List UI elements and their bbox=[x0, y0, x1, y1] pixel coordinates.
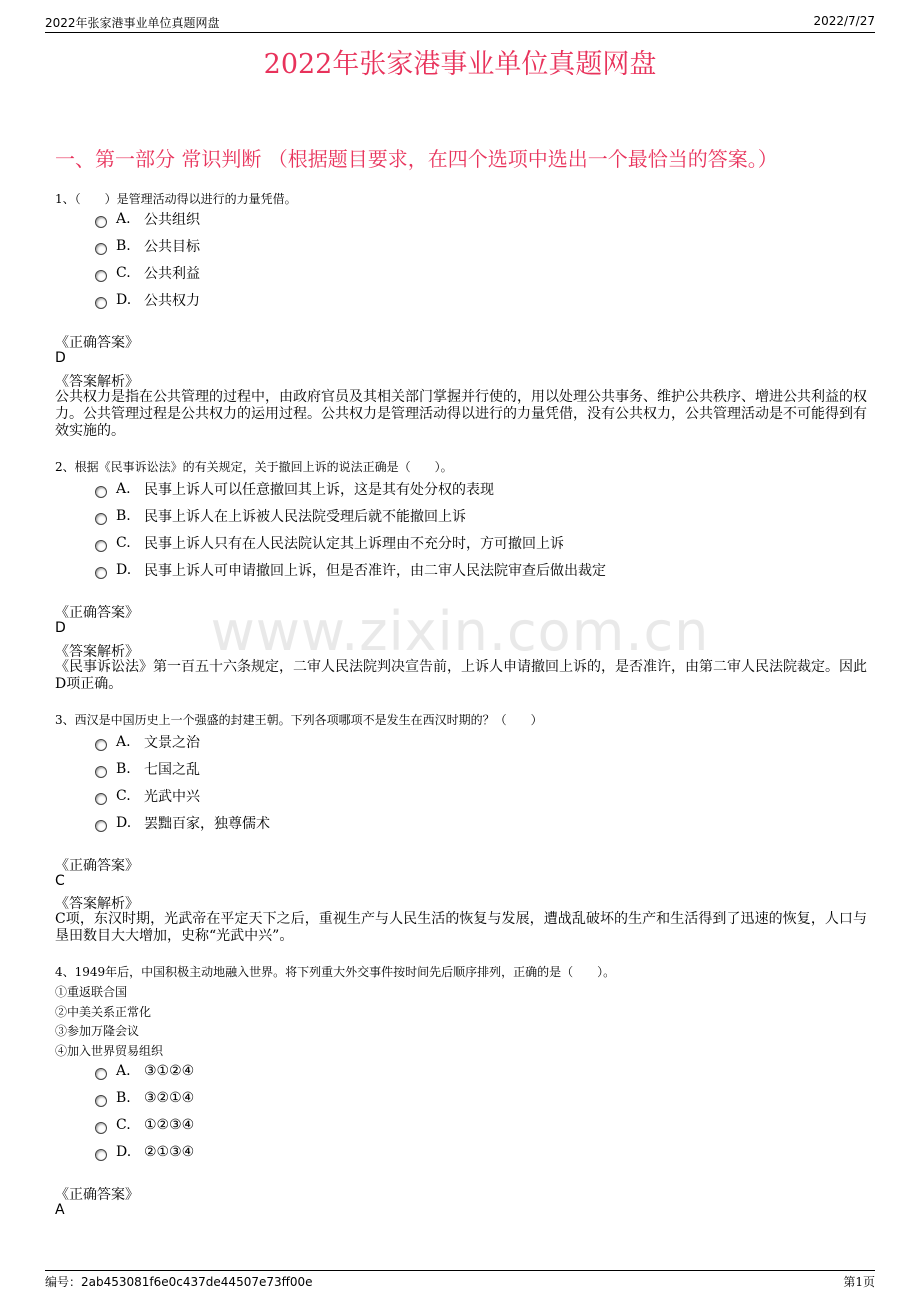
radio-icon[interactable] bbox=[95, 1122, 107, 1134]
correct-answer-label: 《正确答案》 bbox=[55, 858, 139, 874]
option-text: 文景之治 bbox=[144, 735, 200, 751]
question-1-option-d[interactable] bbox=[95, 289, 200, 311]
option-letter: C. bbox=[116, 788, 131, 804]
radio-icon[interactable] bbox=[95, 513, 107, 525]
question-3-stem: 3、西汉是中国历史上一个强盛的封建王朝。下列各项哪项不是发生在西汉时期的？（ ） bbox=[55, 713, 543, 727]
option-text: ③①②④ bbox=[144, 1063, 195, 1079]
radio-icon[interactable] bbox=[95, 567, 107, 579]
question-4-item: ④加入世界贸易组织 bbox=[55, 1044, 164, 1058]
option-text: 罢黜百家，独尊儒术 bbox=[144, 816, 270, 832]
option-letter: D. bbox=[116, 815, 132, 831]
option-text: 民事上诉人在上诉被人民法院受理后就不能撤回上诉 bbox=[144, 509, 466, 525]
question-2-stem: 2、根据《民事诉讼法》的有关规定，关于撤回上诉的说法正确是（ ）。 bbox=[55, 460, 453, 474]
option-letter: A. bbox=[116, 734, 131, 750]
radio-icon[interactable] bbox=[95, 820, 107, 832]
question-1-analysis: 公共权力是指在公共管理的过程中，由政府官员及其相关部门掌握并行使的，用以处理公共事务、维护公共秩序、增进公共利益的权力。公共管理过程是公共权力的运用过程。公共权力是管理活动得以进行的力量凭借，没有公共权力，公共管理活动是不可能得到有效实施的。 bbox=[55, 389, 867, 439]
option-letter: A. bbox=[116, 211, 131, 227]
question-2-analysis: 《民事诉讼法》第一百五十六条规定，二审人民法院判决宣告前，上诉人申请撤回上诉的，是否准许，由第二审人民法院裁定。因此D项正确。 bbox=[55, 659, 867, 692]
option-letter: A. bbox=[116, 1063, 131, 1079]
option-text: 公共权力 bbox=[144, 293, 200, 309]
radio-icon[interactable] bbox=[95, 270, 107, 282]
question-4-stem: 4、1949年后，中国积极主动地融入世界。将下列重大外交事件按时间先后顺序排列，正确的是（ ）。 bbox=[55, 965, 616, 979]
question-1-option-c[interactable] bbox=[95, 262, 200, 284]
option-text: ①②③④ bbox=[144, 1117, 195, 1133]
option-letter: D. bbox=[116, 562, 132, 578]
radio-icon[interactable] bbox=[95, 486, 107, 498]
option-text: 光武中兴 bbox=[144, 789, 200, 805]
analysis-label: 《答案解析》 bbox=[55, 896, 139, 912]
footer-document-id: 编号：2ab453081f6e0c437de44507e73ff00e bbox=[45, 1275, 313, 1289]
option-text: 七国之乱 bbox=[144, 762, 200, 778]
option-letter: C. bbox=[116, 535, 131, 551]
radio-icon[interactable] bbox=[95, 739, 107, 751]
option-letter: B. bbox=[116, 238, 131, 254]
option-letter: D. bbox=[116, 1144, 132, 1160]
option-letter: D. bbox=[116, 292, 132, 308]
radio-icon[interactable] bbox=[95, 243, 107, 255]
question-2-option-c[interactable] bbox=[95, 532, 564, 554]
question-3-answer: C bbox=[55, 873, 65, 889]
question-4-option-d[interactable] bbox=[95, 1141, 194, 1163]
option-letter: C. bbox=[116, 1117, 131, 1133]
option-letter: B. bbox=[116, 1090, 131, 1106]
radio-icon[interactable] bbox=[95, 297, 107, 309]
question-3-option-d[interactable] bbox=[95, 812, 270, 834]
radio-icon[interactable] bbox=[95, 766, 107, 778]
question-1-stem: 1、（ ）是管理活动得以进行的力量凭借。 bbox=[55, 192, 297, 206]
document-title: 2022年张家港事业单位真题网盘 bbox=[263, 49, 657, 80]
section-heading: 一、第一部分 常识判断 （根据题目要求，在四个选项中选出一个最恰当的答案。） bbox=[55, 147, 778, 171]
option-text: 公共利益 bbox=[144, 266, 200, 282]
question-2-option-d[interactable] bbox=[95, 559, 606, 581]
analysis-label: 《答案解析》 bbox=[55, 374, 139, 390]
option-text: 民事上诉人可申请撤回上诉，但是否准许，由二审人民法院审查后做出裁定 bbox=[144, 563, 606, 579]
question-4-item: ①重返联合国 bbox=[55, 985, 128, 999]
option-text: ②①③④ bbox=[144, 1144, 195, 1160]
radio-icon[interactable] bbox=[95, 1068, 107, 1080]
footer-divider bbox=[45, 1270, 875, 1271]
option-letter: A. bbox=[116, 481, 131, 497]
correct-answer-label: 《正确答案》 bbox=[55, 1187, 139, 1203]
option-text: 民事上诉人可以任意撤回其上诉，这是其有处分权的表现 bbox=[144, 482, 494, 498]
correct-answer-label: 《正确答案》 bbox=[55, 605, 139, 621]
question-1-option-a[interactable] bbox=[95, 208, 200, 230]
question-3-option-b[interactable] bbox=[95, 758, 200, 780]
option-letter: C. bbox=[116, 265, 131, 281]
radio-icon[interactable] bbox=[95, 540, 107, 552]
question-4-option-c[interactable] bbox=[95, 1114, 194, 1136]
question-3-option-c[interactable] bbox=[95, 785, 200, 807]
analysis-label: 《答案解析》 bbox=[55, 644, 139, 660]
question-2-option-b[interactable] bbox=[95, 505, 466, 527]
watermark: www.zixin.com.cn bbox=[210, 600, 710, 663]
radio-icon[interactable] bbox=[95, 216, 107, 228]
option-letter: B. bbox=[116, 761, 131, 777]
question-2-answer: D bbox=[55, 620, 66, 636]
option-text: 公共组织 bbox=[144, 212, 200, 228]
option-letter: B. bbox=[116, 508, 131, 524]
header-date: 2022/7/27 bbox=[813, 14, 875, 28]
question-3-analysis: C项，东汉时期，光武帝在平定天下之后，重视生产与人民生活的恢复与发展，遭战乱破坏的生产和生活得到了迅速的恢复，人口与垦田数目大大增加，史称“光武中兴”。 bbox=[55, 911, 867, 944]
question-4-item: ③参加万隆会议 bbox=[55, 1024, 140, 1038]
question-2-option-a[interactable] bbox=[95, 478, 494, 500]
option-text: 民事上诉人只有在人民法院认定其上诉理由不充分时，方可撤回上诉 bbox=[144, 536, 564, 552]
header-divider bbox=[45, 32, 875, 33]
question-1-option-b[interactable] bbox=[95, 235, 200, 257]
option-text: 公共目标 bbox=[144, 239, 200, 255]
question-4-option-b[interactable] bbox=[95, 1087, 194, 1109]
question-3-option-a[interactable] bbox=[95, 731, 200, 753]
option-text: ③②①④ bbox=[144, 1090, 195, 1106]
radio-icon[interactable] bbox=[95, 1095, 107, 1107]
footer-page-number: 第1页 bbox=[843, 1275, 875, 1289]
radio-icon[interactable] bbox=[95, 793, 107, 805]
question-4-item: ②中美关系正常化 bbox=[55, 1005, 152, 1019]
radio-icon[interactable] bbox=[95, 1149, 107, 1161]
question-4-option-a[interactable] bbox=[95, 1060, 194, 1082]
header-title: 2022年张家港事业单位真题网盘 bbox=[45, 16, 220, 30]
correct-answer-label: 《正确答案》 bbox=[55, 335, 139, 351]
question-1-answer: D bbox=[55, 350, 66, 366]
question-4-answer: A bbox=[55, 1202, 65, 1218]
